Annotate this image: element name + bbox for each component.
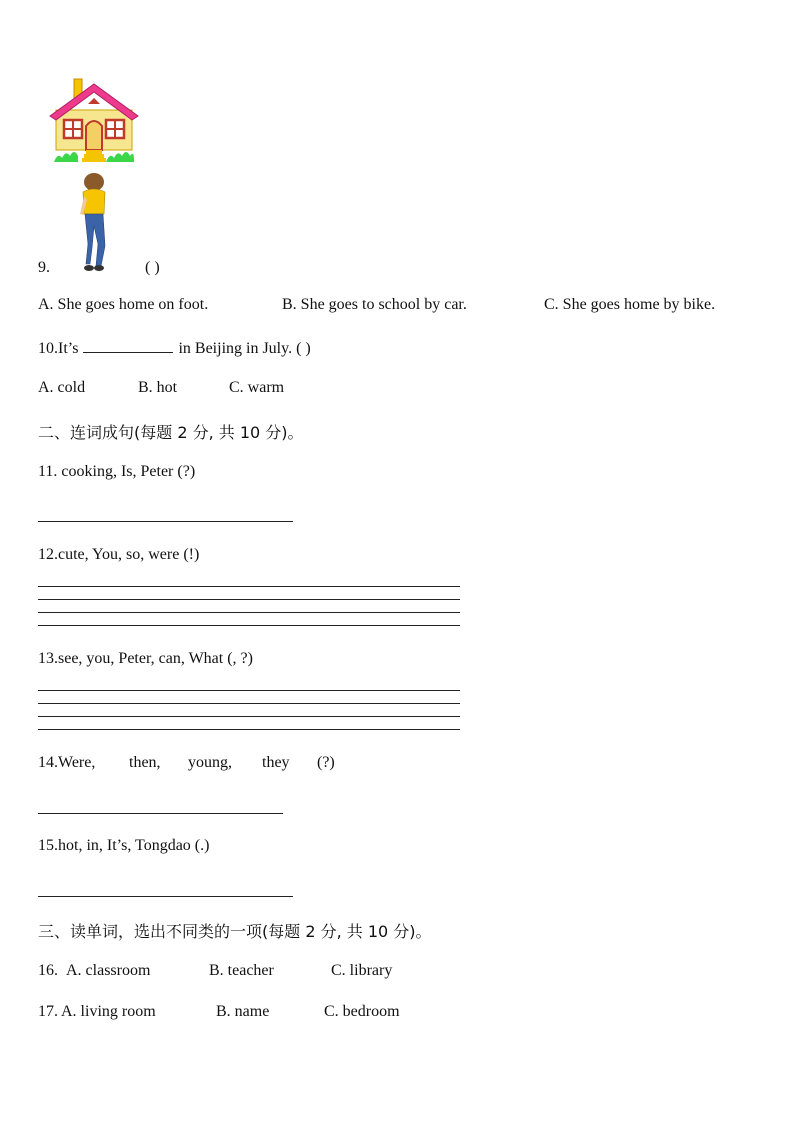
q14-word-3: young, xyxy=(188,754,232,771)
q10-prefix: 10.It’s xyxy=(38,340,79,357)
q9-option-c: C. She goes home by bike. xyxy=(544,296,716,313)
q12-answer-line-4 xyxy=(38,625,460,626)
q16-option-b: B. teacher xyxy=(209,962,274,979)
q10-suffix: in Beijing in July. ( ) xyxy=(178,340,311,357)
house-and-girl-illustration xyxy=(48,76,140,276)
q17-option-a: A. living room xyxy=(61,1003,156,1020)
house-icon xyxy=(50,79,138,162)
q16-number: 16. xyxy=(38,962,58,979)
girl-walking-icon xyxy=(80,173,105,271)
q12-answer-line-2 xyxy=(38,599,460,600)
q14-word-1: 14.Were, xyxy=(38,754,96,771)
q12-prompt: 12.cute, You, so, were (!) xyxy=(38,546,200,563)
q9-answer-paren: ( ) xyxy=(145,259,160,276)
q13-prompt: 13.see, you, Peter, can, What (, ?) xyxy=(38,650,253,667)
q13-answer-line-1 xyxy=(38,690,460,691)
q16-option-c: C. library xyxy=(331,962,393,979)
q13-answer-line-2 xyxy=(38,703,460,704)
q9-option-b: B. She goes to school by car. xyxy=(282,296,467,313)
q12-answer-line-3 xyxy=(38,612,460,613)
q10-question xyxy=(38,338,311,358)
q14-punctuation: (?) xyxy=(317,754,335,771)
q16-option-a: A. classroom xyxy=(66,962,151,979)
q11-answer-line xyxy=(38,521,293,522)
q17-number: 17. xyxy=(38,1003,58,1020)
q13-answer-line-3 xyxy=(38,716,460,717)
q10-option-a: A. cold xyxy=(38,379,86,396)
q17-option-c: C. bedroom xyxy=(324,1003,400,1020)
q15-answer-line xyxy=(38,896,293,897)
q13-answer-line-4 xyxy=(38,729,460,730)
q14-word-2: then, xyxy=(129,754,161,771)
section-3-heading: 三、读单词，选出不同类的一项(每题 2 分, 共 10 分)。 xyxy=(38,922,432,941)
q12-answer-line-1 xyxy=(38,586,460,587)
q10-blank xyxy=(83,338,173,353)
q15-prompt: 15.hot, in, It’s, Tongdao (.) xyxy=(38,837,210,854)
q10-option-b: B. hot xyxy=(138,379,178,396)
q9-number: 9. xyxy=(38,259,50,276)
q9-option-a: A. She goes home on foot. xyxy=(38,296,209,313)
q10-option-c: C. warm xyxy=(229,379,285,396)
q11-prompt: 11. cooking, Is, Peter (?) xyxy=(38,463,196,480)
q17-option-b: B. name xyxy=(216,1003,270,1020)
section-2-heading: 二、连词成句(每题 2 分, 共 10 分)。 xyxy=(38,423,304,442)
q14-word-4: they xyxy=(262,754,290,771)
q14-answer-line xyxy=(38,813,283,814)
